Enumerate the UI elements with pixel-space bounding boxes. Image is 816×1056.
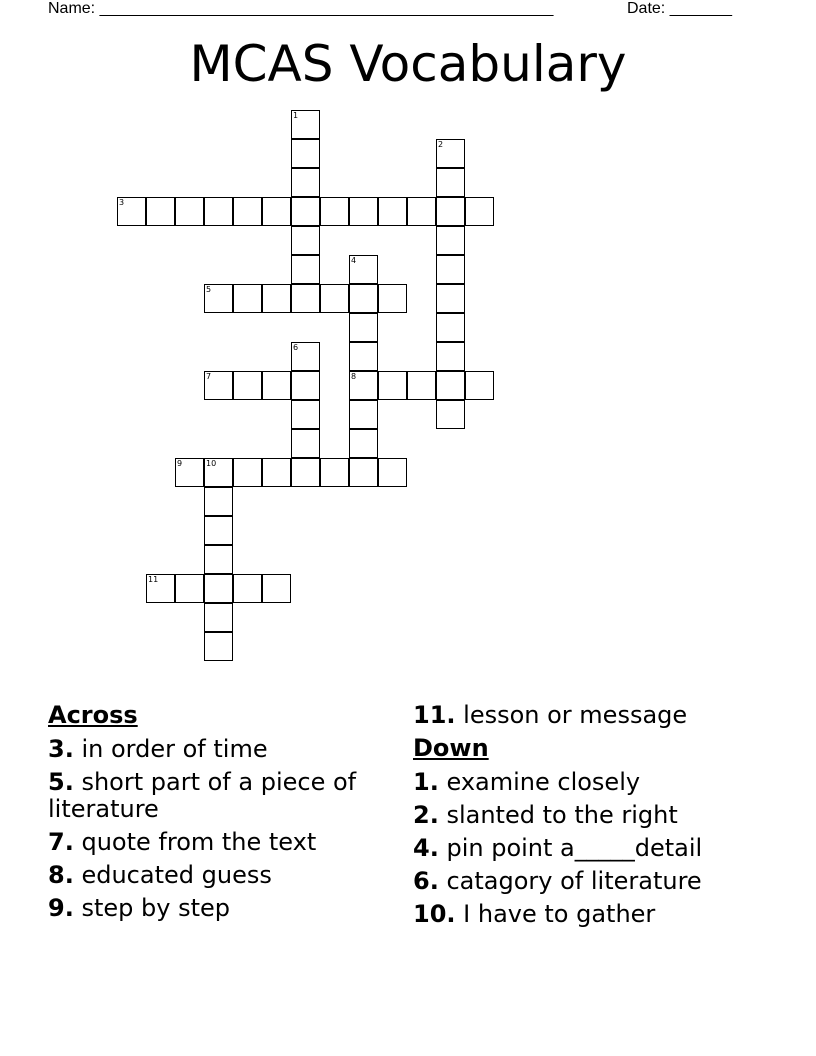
crossword-cell[interactable]	[291, 110, 320, 139]
crossword-cell[interactable]	[407, 371, 436, 400]
name-field-label: Name: ___________________________________________________	[48, 0, 554, 17]
crossword-cell[interactable]	[204, 632, 233, 661]
crossword-cell[interactable]	[262, 371, 291, 400]
crossword-cell[interactable]	[146, 574, 175, 603]
crossword-cell[interactable]	[349, 313, 378, 342]
crossword-cell[interactable]	[320, 284, 349, 313]
crossword-cell[interactable]	[204, 371, 233, 400]
crossword-cell[interactable]	[349, 197, 378, 226]
crossword-cell[interactable]	[204, 458, 233, 487]
clue-number: 1.	[413, 768, 439, 796]
crossword-cell[interactable]	[262, 458, 291, 487]
clue-text: in order of time	[81, 735, 268, 763]
crossword-cell[interactable]	[436, 313, 465, 342]
clue-number: 8.	[48, 861, 74, 889]
down-heading: Down	[413, 734, 489, 762]
page-title: MCAS Vocabulary	[189, 35, 627, 93]
crossword-cell[interactable]	[291, 400, 320, 429]
crossword-cell[interactable]	[436, 226, 465, 255]
crossword-cell[interactable]	[175, 574, 204, 603]
clue-text: slanted to the right	[446, 801, 678, 829]
crossword-cell[interactable]	[291, 458, 320, 487]
crossword-cell[interactable]	[291, 371, 320, 400]
crossword-cell[interactable]	[349, 342, 378, 371]
clue-number-label: 5	[206, 285, 212, 294]
clue-text: short part of a piece of literature	[48, 768, 357, 823]
clue-across-9	[48, 895, 398, 922]
crossword-cell[interactable]	[378, 284, 407, 313]
clue-text: I have to gather	[463, 900, 656, 928]
clue-across-3	[48, 736, 398, 763]
crossword-cell[interactable]	[291, 284, 320, 313]
crossword-cell[interactable]	[233, 197, 262, 226]
clue-text: pin point a_____detail	[446, 834, 703, 862]
clue-number-label: 10	[206, 459, 217, 468]
crossword-cell[interactable]	[407, 197, 436, 226]
clue-text: quote from the text	[81, 828, 317, 856]
clue-across-8	[48, 862, 398, 889]
crossword-cell[interactable]	[262, 197, 291, 226]
crossword-cell[interactable]	[436, 284, 465, 313]
clue-number-label: 11	[148, 575, 159, 584]
clue-text: educated guess	[81, 861, 272, 889]
crossword-cell[interactable]	[436, 168, 465, 197]
clue-number: 4.	[413, 834, 439, 862]
crossword-cell[interactable]	[204, 284, 233, 313]
crossword-cell[interactable]	[175, 197, 204, 226]
crossword-cell[interactable]	[204, 197, 233, 226]
across-heading: Across	[48, 701, 138, 729]
crossword-cell[interactable]	[146, 197, 175, 226]
crossword-cell[interactable]	[349, 429, 378, 458]
clue-number-label: 1	[293, 111, 299, 120]
crossword-cell[interactable]	[204, 603, 233, 632]
crossword-cell[interactable]	[436, 400, 465, 429]
clue-number-label: 9	[177, 459, 183, 468]
crossword-cell[interactable]	[465, 371, 494, 400]
clue-down-1	[413, 769, 763, 796]
crossword-cell[interactable]	[204, 574, 233, 603]
crossword-cell[interactable]	[204, 545, 233, 574]
clue-text: examine closely	[446, 768, 641, 796]
crossword-cell[interactable]	[349, 400, 378, 429]
clue-down-2	[413, 802, 763, 829]
clue-down-4	[413, 835, 763, 862]
crossword-cell[interactable]	[291, 139, 320, 168]
crossword-cell[interactable]	[262, 574, 291, 603]
crossword-cell[interactable]	[436, 197, 465, 226]
clue-across-5	[48, 769, 398, 823]
crossword-cell[interactable]	[233, 284, 262, 313]
clue-number-label: 3	[119, 198, 125, 207]
crossword-cell[interactable]	[320, 458, 349, 487]
crossword-cell[interactable]	[117, 197, 146, 226]
crossword-cell[interactable]	[291, 342, 320, 371]
crossword-cell[interactable]	[320, 197, 349, 226]
crossword-cell[interactable]	[436, 371, 465, 400]
clue-number: 3.	[48, 735, 74, 763]
clue-down-10	[413, 901, 763, 928]
clue-number-label: 6	[293, 343, 299, 352]
clue-across-11	[413, 702, 763, 729]
crossword-cell[interactable]	[349, 284, 378, 313]
clue-text: step by step	[81, 894, 230, 922]
crossword-cell[interactable]	[349, 458, 378, 487]
crossword-cell[interactable]	[465, 197, 494, 226]
crossword-cell[interactable]	[291, 429, 320, 458]
crossword-cell[interactable]	[291, 255, 320, 284]
crossword-cell[interactable]	[233, 458, 262, 487]
crossword-cell[interactable]	[291, 197, 320, 226]
clue-down-6	[413, 868, 763, 895]
clue-text: catagory of literature	[446, 867, 702, 895]
crossword-cell[interactable]	[378, 371, 407, 400]
crossword-cell[interactable]	[349, 371, 378, 400]
crossword-cell[interactable]	[436, 139, 465, 168]
clue-number-label: 2	[438, 140, 444, 149]
crossword-cell[interactable]	[175, 458, 204, 487]
crossword-cell[interactable]	[378, 458, 407, 487]
crossword-cell[interactable]	[291, 226, 320, 255]
clue-number-label: 4	[351, 256, 357, 265]
crossword-cell[interactable]	[262, 284, 291, 313]
crossword-cell[interactable]	[378, 197, 407, 226]
clues-right-column	[413, 702, 763, 934]
crossword-cell[interactable]	[436, 342, 465, 371]
crossword-cell[interactable]	[204, 516, 233, 545]
crossword-cell[interactable]	[349, 255, 378, 284]
crossword-cell[interactable]	[204, 487, 233, 516]
clue-number: 11.	[413, 701, 456, 729]
crossword-cell[interactable]	[233, 574, 262, 603]
clue-number-label: 8	[351, 372, 357, 381]
crossword-cell[interactable]	[233, 371, 262, 400]
crossword-cell[interactable]	[436, 255, 465, 284]
clue-number: 7.	[48, 828, 74, 856]
clue-number: 2.	[413, 801, 439, 829]
crossword-cell[interactable]	[291, 168, 320, 197]
clue-number-label: 7	[206, 372, 212, 381]
clue-text: lesson or message	[463, 701, 688, 729]
date-field-label: Date: _______	[627, 0, 732, 17]
clue-across-7	[48, 829, 398, 856]
clues-left-column	[48, 702, 398, 928]
clue-number: 5.	[48, 768, 74, 796]
clue-number: 6.	[413, 867, 439, 895]
clue-number: 9.	[48, 894, 74, 922]
clue-number: 10.	[413, 900, 456, 928]
